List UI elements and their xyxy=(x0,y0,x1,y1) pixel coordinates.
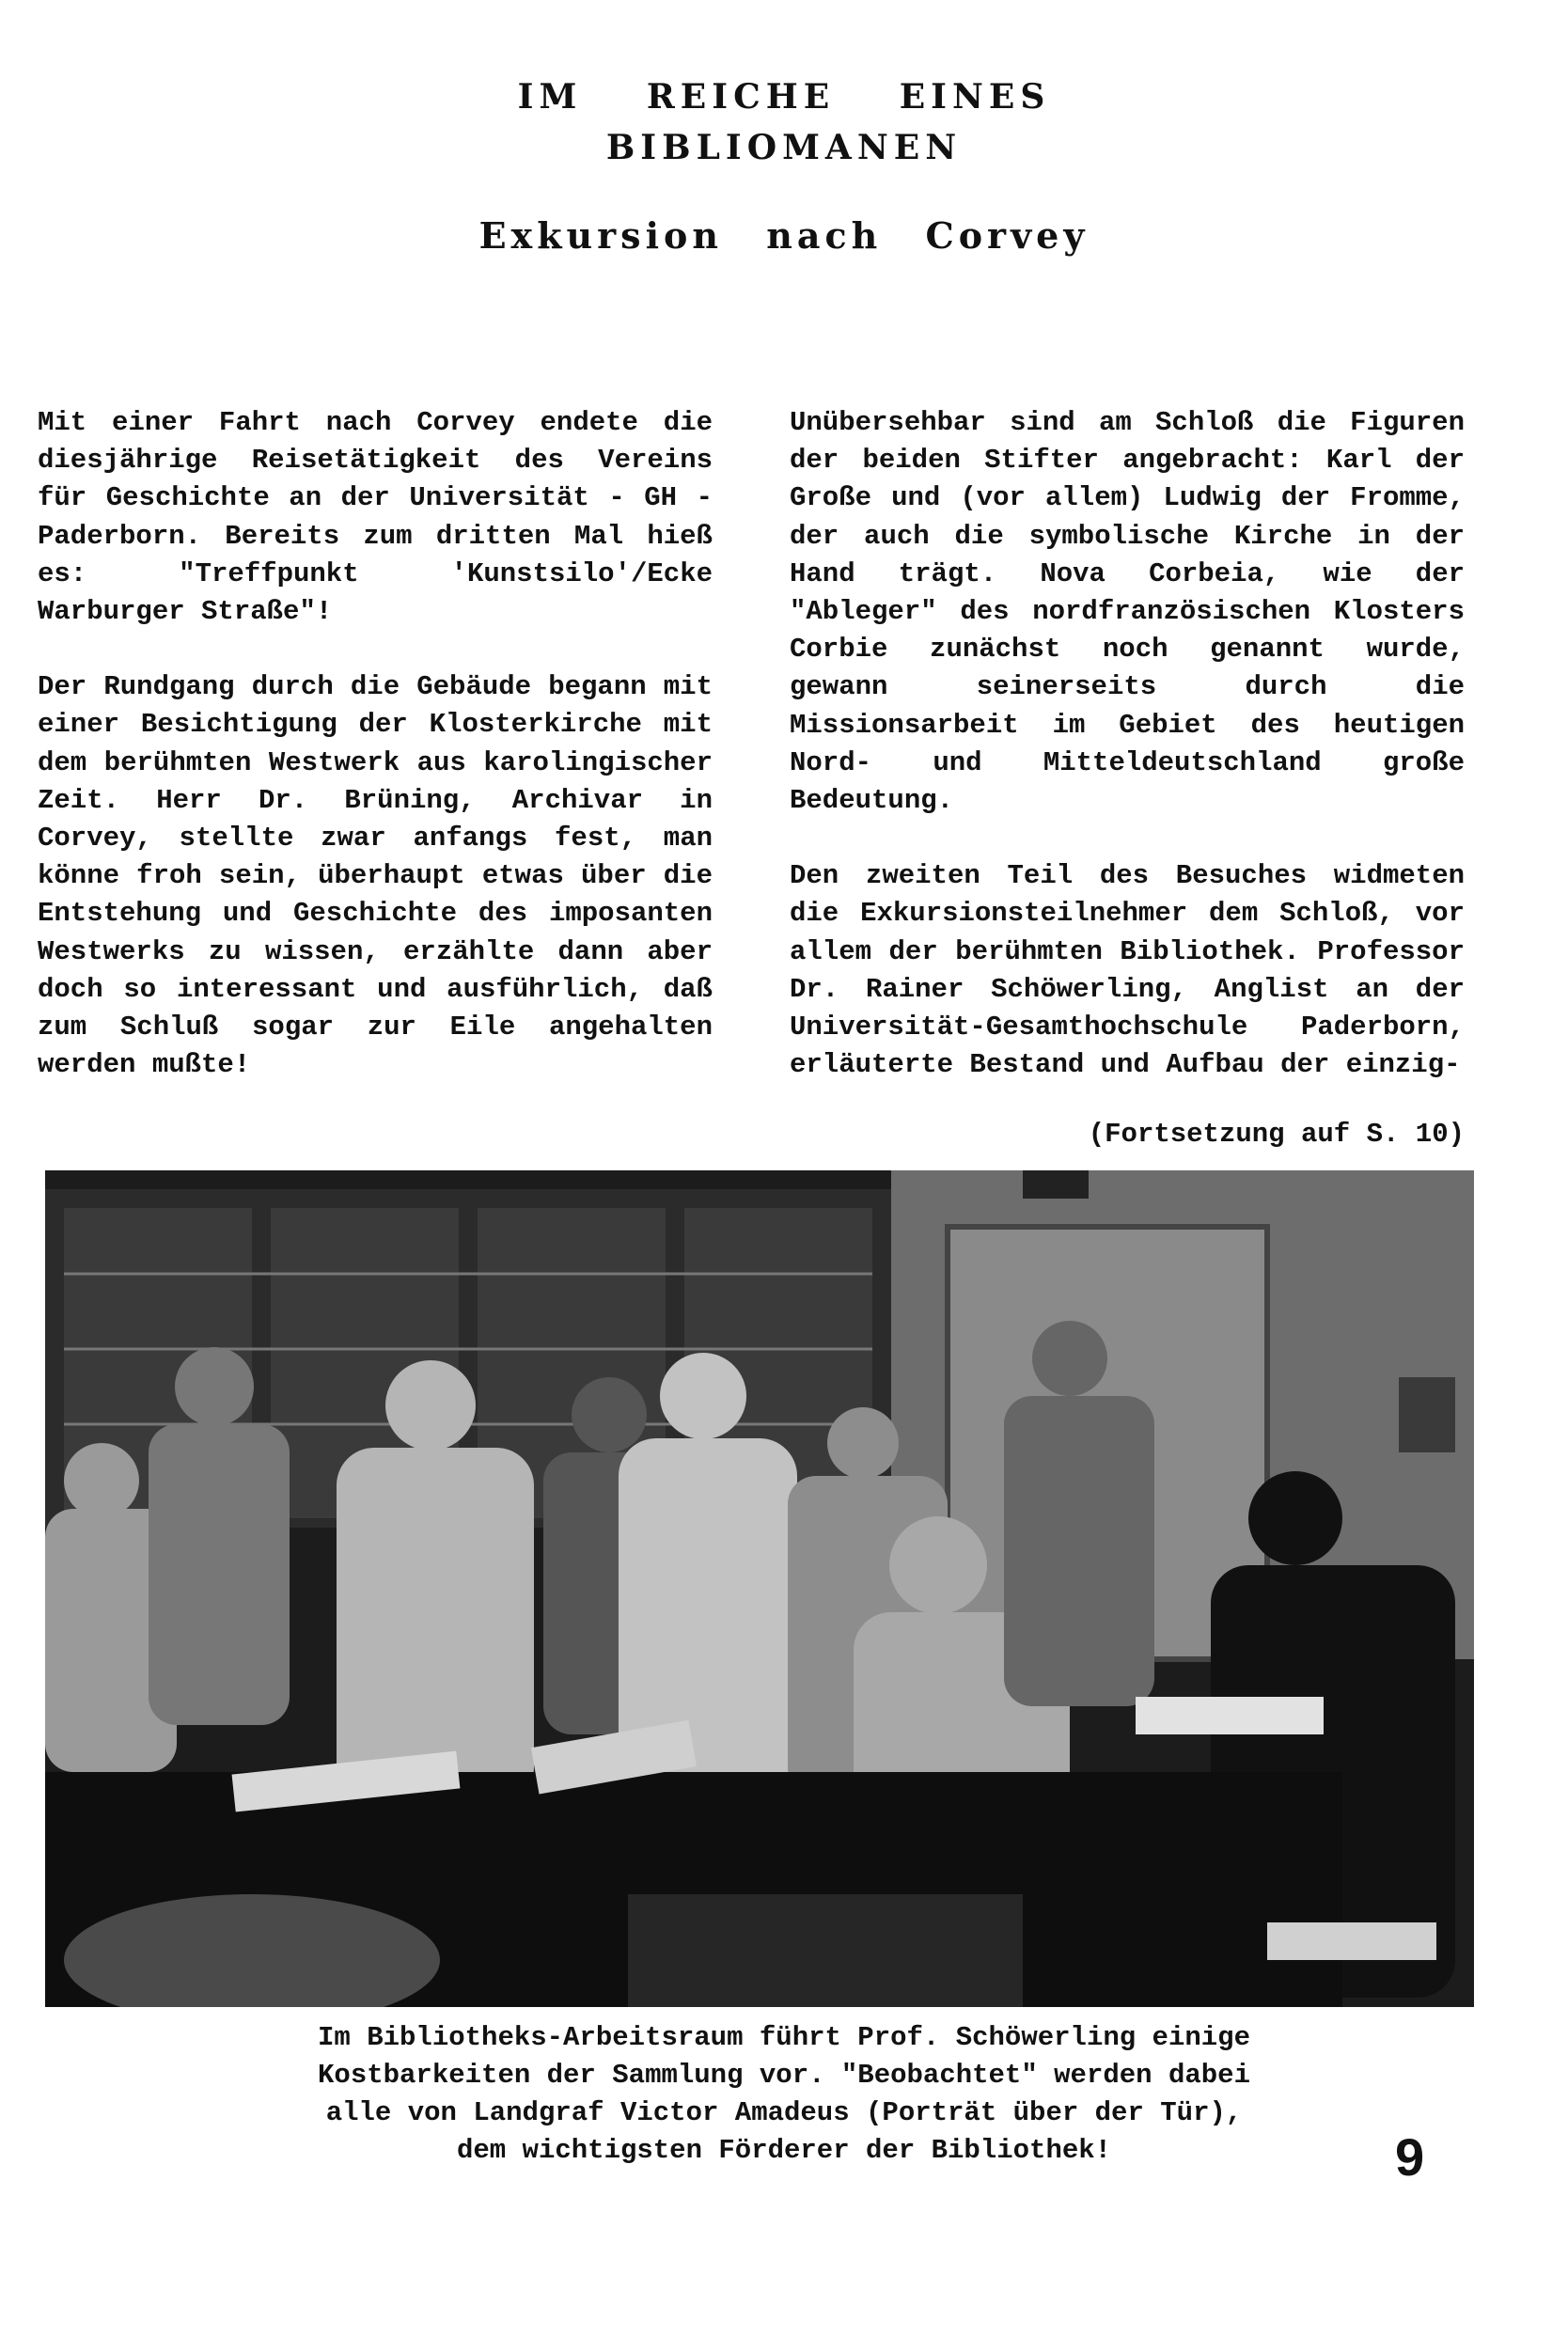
article-paragraph: Den zweiten Teil des Besuches widmeten die Exkursionsteilnehmer dem Schloß, vor allem der berühmten Bibliothek. Professor Dr. Rainer Schöwerling, Anglist an der Universität-Gesamthochschule Paderborn, erläuterte Bestand und Aufbau der einzig- xyxy=(790,860,1465,1081)
continuation-note: (Fortsetzung auf S. 10) xyxy=(1088,1119,1465,1150)
subtitle: Exkursion nach Corvey xyxy=(478,214,1090,257)
article-column-left xyxy=(38,404,713,1084)
title-line-2: BIBLIOMANEN xyxy=(605,128,963,167)
article-paragraph: Der Rundgang durch die Gebäude begann mit einer Besichtigung der Klosterkirche mit dem berühmten Westwerk aus karolingischer Zeit. Herr Dr. Brüning, Archivar in Corvey, stellte zwar anfangs fest, man könne froh sein, überhaupt etwas über die Entstehung und Geschichte des imposanten Westwerks zu wissen, erzählte dann aber doch so interessant und ausführlich, daß zum Schluß sogar zur Eile angehalten werden mußte! xyxy=(38,671,713,1081)
photo-caption xyxy=(0,2019,1568,2170)
article-column-right xyxy=(790,404,1465,1084)
article-paragraph: Unübersehbar sind am Schloß die Figuren der beiden Stifter angebracht: Karl der Große und (vor allem) Ludwig der Fromme, der auch die symbolische Kirche in der Hand trägt. Nova Corbeia, wie der "Ableger" des nordfranzösischen Klosters Corbie zunächst noch genannt wurde, gewann seinerseits durch die Missionsarbeit im Gebiet des heutigen Nord- und Mitteldeutschland große Bedeutung. xyxy=(790,407,1465,817)
library-group-photo xyxy=(45,1170,1474,2007)
article-paragraph: Mit einer Fahrt nach Corvey endete die diesjährige Reisetätigkeit des Vereins für Geschichte an der Universität - GH - Paderborn. Bereits zum dritten Mal hieß es: "Treffpunkt 'Kunstsilo'/Ecke Warburger Straße"! xyxy=(38,407,713,628)
caption-line: dem wichtigsten Förderer der Bibliothek! xyxy=(456,2135,1112,2166)
caption-line: Kostbarkeiten der Sammlung vor. "Beobachtet" werden dabei xyxy=(318,2060,1250,2091)
photo-illustration xyxy=(45,1170,1474,2007)
caption-line: Im Bibliotheks-Arbeitsraum führt Prof. Schöwerling einige xyxy=(318,2022,1250,2053)
title-line-1: IM REICHE EINES xyxy=(517,77,1051,117)
page-number: 9 xyxy=(1395,2127,1425,2187)
caption-line: alle von Landgraf Victor Amadeus (Porträt über der Tür), xyxy=(325,2097,1243,2128)
